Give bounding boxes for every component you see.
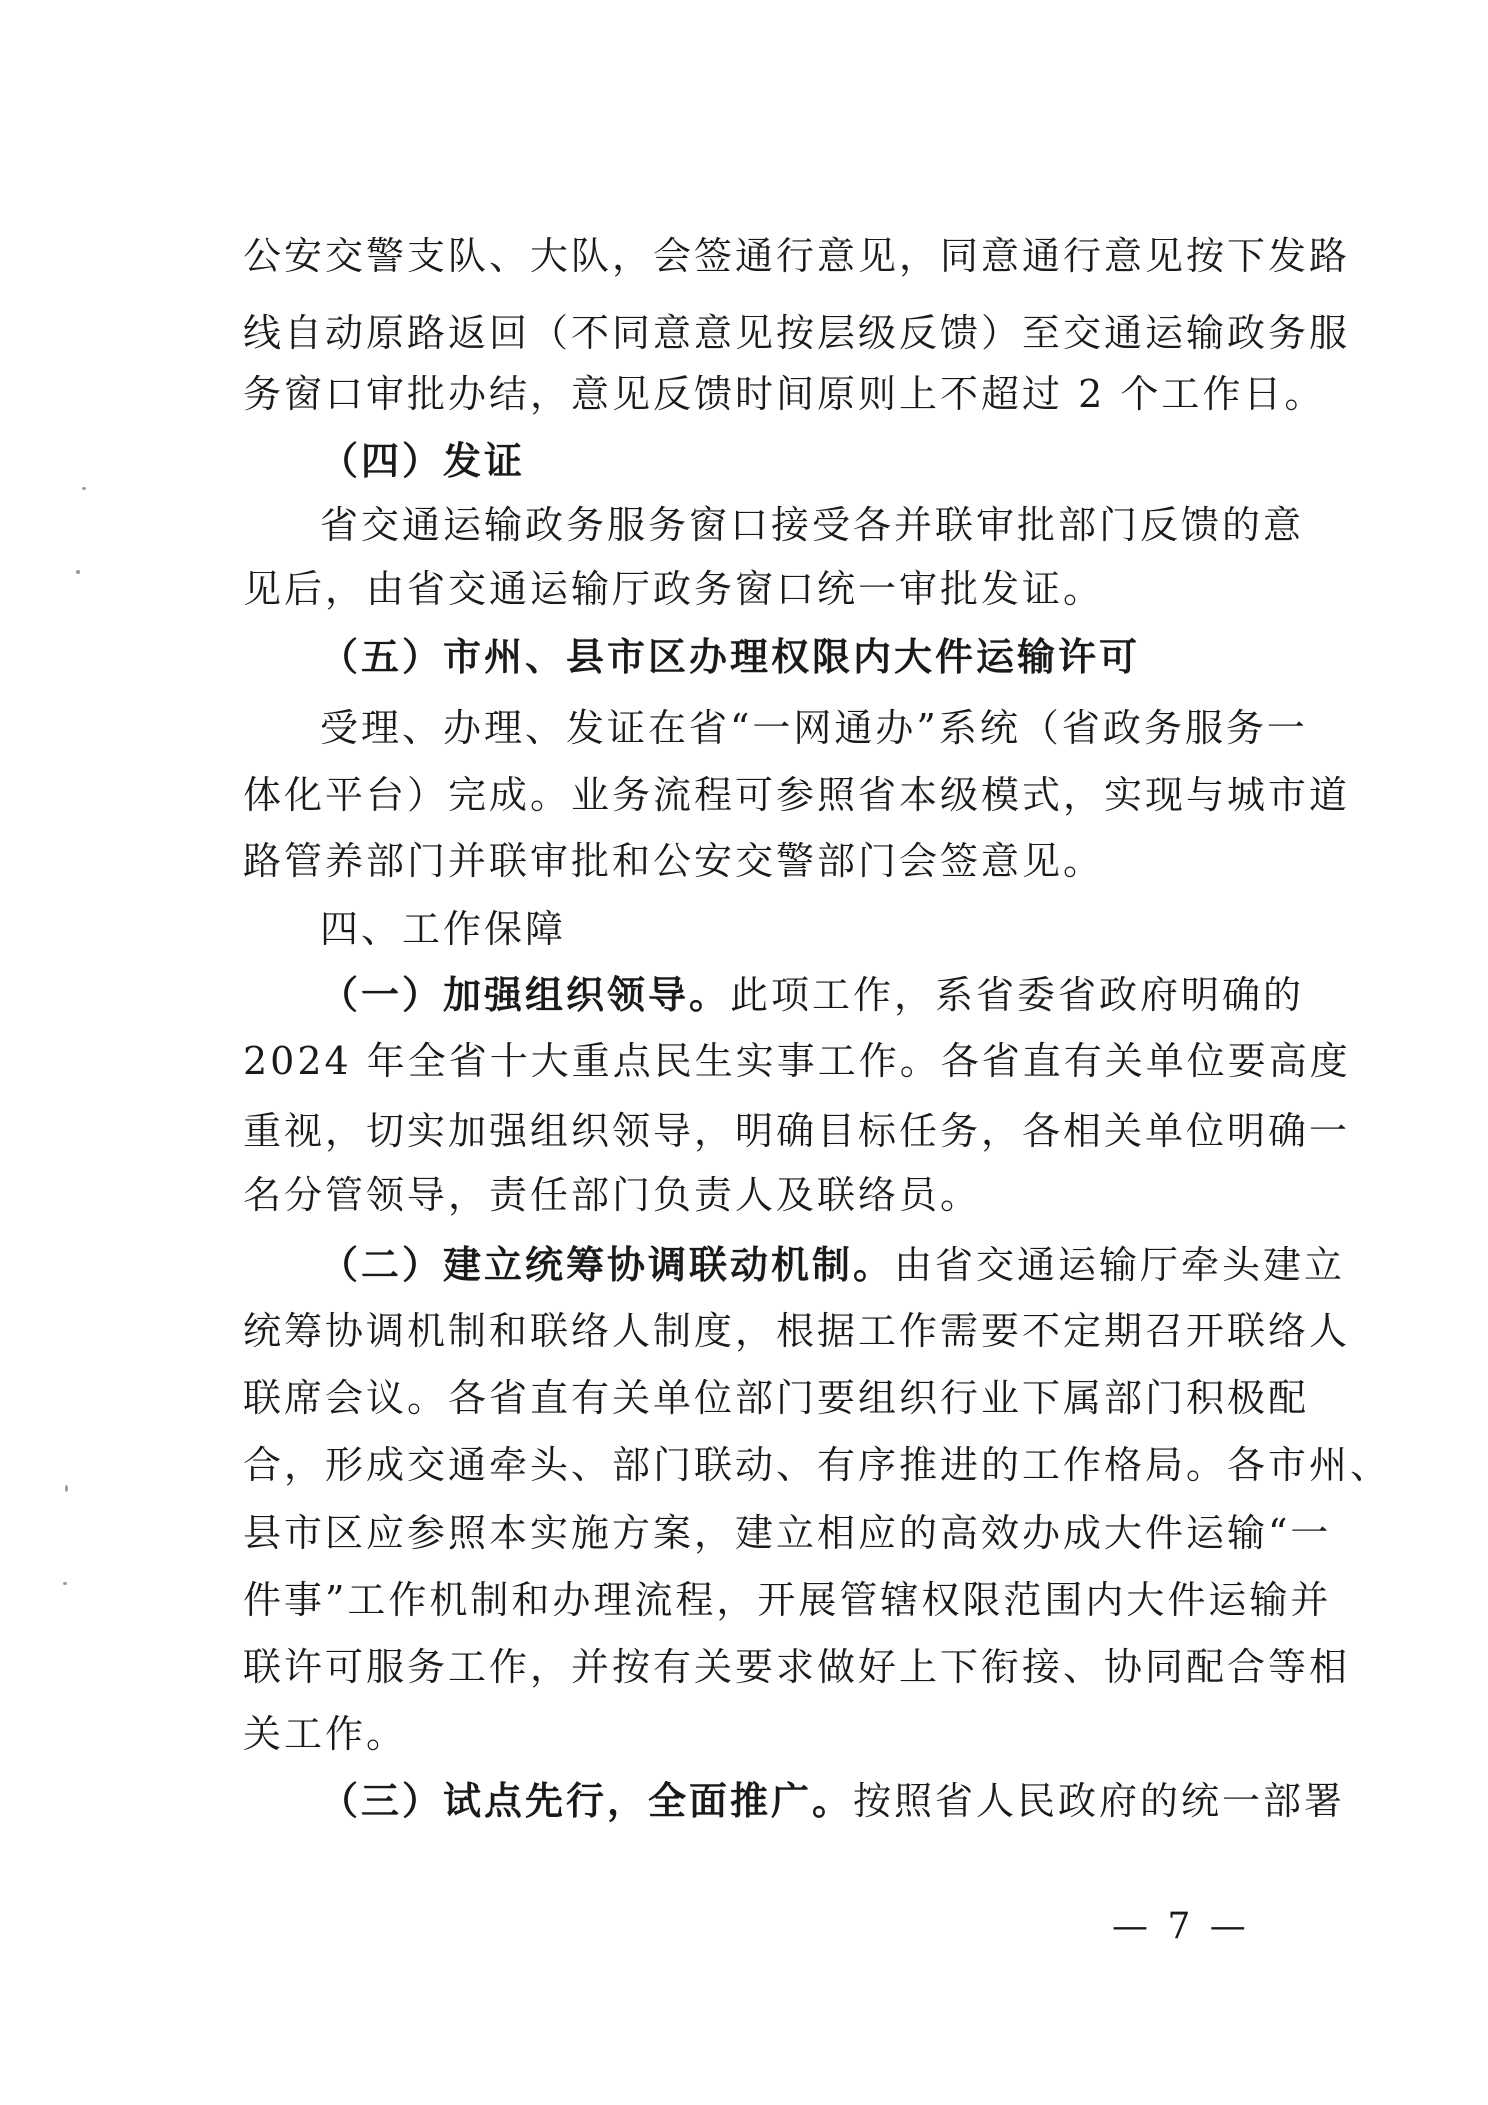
- item-title: （一）加强组织领导。: [320, 972, 731, 1017]
- item-title: （三）试点先行，全面推广。: [320, 1778, 854, 1823]
- item-text: 按照省人民政府的统一部署: [853, 1779, 1346, 1823]
- body-line: 县市区应参照本实施方案，建立相应的高效办成大件运输“一: [243, 1511, 1332, 1555]
- body-line: 体化平台）完成。业务流程可参照省本级模式，实现与城市道: [243, 773, 1351, 817]
- body-line: 见后，由省交通运输厅政务窗口统一审批发证。: [243, 567, 1105, 611]
- scan-speck: [65, 1485, 68, 1492]
- body-line: 省交通运输政务服务窗口接受各并联审批部门反馈的意: [320, 503, 1305, 547]
- body-line: 联席会议。各省直有关单位部门要组织行业下属部门积极配: [243, 1376, 1310, 1420]
- body-line: 2024 年全省十大重点民生实事工作。各省直有关单位要高度: [243, 1039, 1351, 1083]
- body-line: 关工作。: [243, 1712, 408, 1756]
- body-line: 受理、办理、发证在省“一网通办”系统（省政务服务一: [320, 706, 1308, 750]
- body-line: 线自动原路返回（不同意意见按层级反馈）至交通运输政务服: [243, 311, 1351, 355]
- section-heading: （五）市州、县市区办理权限内大件运输许可: [320, 634, 1141, 679]
- body-line: 重视，切实加强组织领导，明确目标任务，各相关单位明确一: [243, 1109, 1351, 1153]
- section-heading: （四）发证: [320, 438, 526, 483]
- item-text: 由省交通运输厅牵头建立: [894, 1243, 1346, 1287]
- scan-speck: [76, 570, 80, 574]
- body-line: 名分管领导，责任部门负责人及联络员。: [243, 1173, 982, 1217]
- item-first-line: [320, 1776, 1346, 1826]
- body-line: 路管养部门并联审批和公安交警部门会签意见。: [243, 839, 1105, 883]
- body-line: 合，形成交通牵头、部门联动、有序推进的工作格局。各市州、: [243, 1443, 1392, 1487]
- item-first-line: [320, 1240, 1346, 1290]
- body-line: 统筹协调机制和联络人制度，根据工作需要不定期召开联络人: [243, 1309, 1351, 1353]
- body-line: 联许可服务工作，并按有关要求做好上下衔接、协同配合等相: [243, 1645, 1351, 1689]
- item-first-line: [320, 970, 1305, 1020]
- body-line: 件事”工作机制和办理流程，开展管辖权限范围内大件运输并: [243, 1578, 1332, 1622]
- item-title: （二）建立统筹协调联动机制。: [320, 1242, 895, 1287]
- item-text: 此项工作，系省委省政府明确的: [730, 973, 1305, 1017]
- scan-speck: [82, 487, 86, 490]
- page-number: — 7 —: [1112, 1906, 1250, 1947]
- body-line: 公安交警支队、大队，会签通行意见，同意通行意见按下发路: [243, 234, 1351, 278]
- body-line: 务窗口审批办结，意见反馈时间原则上不超过 2 个工作日。: [243, 372, 1326, 416]
- part-heading: 四、工作保障: [320, 907, 567, 951]
- scan-speck: [63, 1582, 67, 1585]
